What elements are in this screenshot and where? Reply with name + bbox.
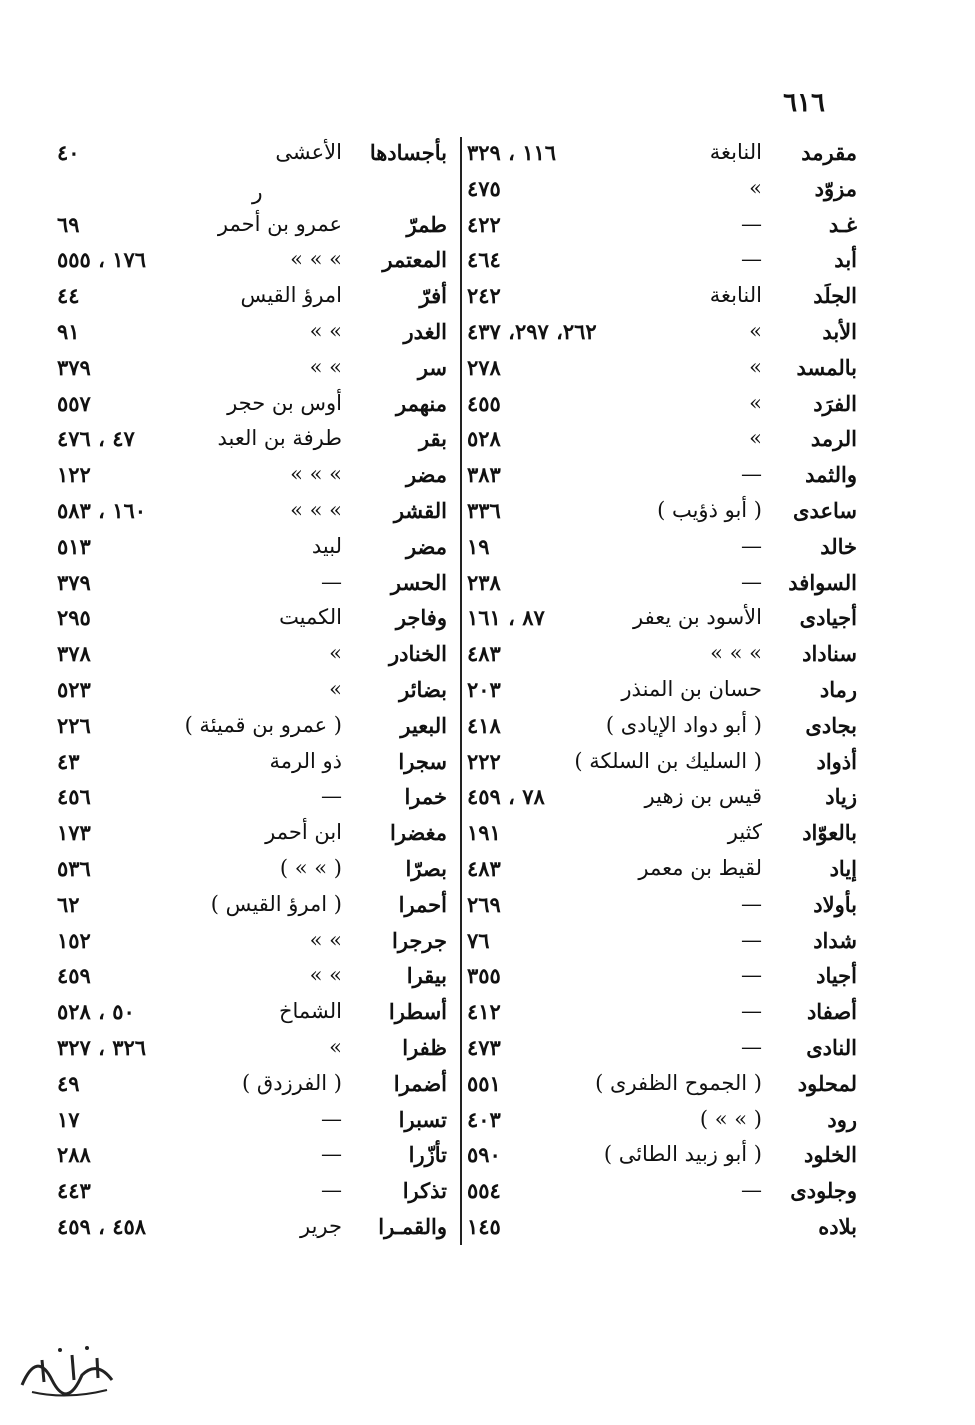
poet-name: لقيط بن معمر [638, 855, 762, 880]
rhyme-word: مضر [405, 462, 447, 488]
index-entry [57, 421, 447, 457]
poet-name: — [741, 999, 762, 1024]
rhyme-word: ظفرا [402, 1034, 447, 1060]
rhyme-word: جرجرا [392, 927, 447, 953]
index-entry [467, 779, 857, 815]
page-refs: ٤٠٣ [467, 1106, 501, 1132]
index-entry [467, 386, 857, 422]
page-refs: ٣٥٥ [467, 963, 501, 989]
index-entry [467, 815, 857, 851]
page-refs: ٧٨ ، ٤٥٩ [467, 784, 545, 810]
poet-name: النابغة [709, 283, 762, 308]
rhyme-word: الأبد [822, 318, 857, 344]
page-refs: ٤٢٢ [467, 211, 501, 237]
poet-name: الأسود بن يعفر [633, 605, 762, 630]
page-refs: ١٤٥ [467, 1213, 501, 1239]
poet-name: ( عمرو بن قميئة ) [184, 712, 342, 737]
poet-name: » » » [290, 497, 342, 522]
index-entry [57, 350, 447, 386]
poet-name: » [749, 318, 762, 343]
index-entry [467, 958, 857, 994]
rhyme-word: الفرَد [813, 390, 857, 416]
index-entry [467, 708, 857, 744]
page-refs: ٣٣٦ [467, 497, 501, 523]
index-entry [57, 314, 447, 350]
index-entry [57, 1137, 447, 1173]
page-refs: ٥٥٤ [467, 1178, 501, 1204]
rhyme-word: بأولاد [813, 891, 857, 917]
page-refs: ٤٧ ، ٤٧٦ [57, 426, 135, 452]
index-entry [467, 851, 857, 887]
index-entry [57, 386, 447, 422]
page-refs: ١٥٢ [57, 927, 91, 953]
rhyme-word: مقرمد [801, 140, 857, 165]
rhyme-word: بالمسد [796, 354, 857, 380]
column-divider [460, 137, 462, 1245]
page-refs: ٥٥٧ [57, 390, 91, 416]
poet-name: » » » [290, 462, 342, 487]
page-refs: ٦٢ [57, 891, 80, 917]
index-entry [467, 1173, 857, 1209]
rhyme-word: الرمد [810, 426, 857, 452]
poet-name: — [741, 1034, 762, 1059]
index-entry [57, 600, 447, 636]
page-refs: ٤٨٣ [467, 855, 501, 881]
poet-name: — [741, 569, 762, 594]
rhyme-word: السوافد [788, 569, 857, 595]
page-refs: ٤٧٣ [467, 1034, 501, 1060]
poet-name: — [741, 963, 762, 988]
rhyme-word: خمرا [404, 784, 447, 810]
page-refs: ٤٩ [57, 1070, 80, 1096]
rhyme-word: لمحلود [797, 1070, 857, 1096]
rhyme-word: تأزّرا [408, 1142, 447, 1168]
poet-name: أوس بن حجر [227, 390, 342, 415]
page-refs: ٢٣٨ [467, 569, 501, 595]
poet-name: — [741, 533, 762, 558]
poet-name: عمرو بن أحمر [217, 211, 342, 236]
left-column [57, 135, 447, 1245]
rhyme-word: أجياد [816, 963, 857, 989]
page-refs: ١٦٠ ، ٥٨٣ [57, 497, 147, 523]
page-refs: ٣٨٣ [467, 462, 501, 488]
page-refs: ٤٤ [57, 283, 80, 309]
rhyme-word: أحمرا [398, 891, 447, 917]
page-refs: ٣٧٩ [57, 354, 91, 380]
index-entry [467, 350, 857, 386]
index-entry [57, 1066, 447, 1102]
right-column [467, 135, 857, 1245]
page-refs: ٥٥١ [467, 1070, 501, 1096]
index-entry [57, 135, 447, 171]
rhyme-word: بصرّا [405, 855, 447, 881]
index-entry [467, 421, 857, 457]
poet-name: ابن أحمر [265, 820, 342, 845]
poet-name: » [329, 641, 342, 666]
rhyme-word: الخلود [804, 1142, 857, 1168]
rhyme-word: أضمرا [393, 1070, 447, 1096]
page-refs: ٩١ [57, 318, 80, 344]
poet-name: كثير [727, 820, 762, 845]
page-refs: ٥٩٠ [467, 1142, 501, 1168]
page-number: ٦١٦ [783, 88, 825, 118]
page-refs: ١١٦ ، ٣٢٩ [467, 140, 557, 165]
page-refs: ٤١٢ [467, 999, 501, 1025]
rhyme-word: شداد [813, 927, 857, 953]
page-refs: ٧٦ [467, 927, 490, 953]
poet-name: جرير [300, 1213, 342, 1238]
rhyme-word: بضائر [399, 676, 447, 702]
section-letter: ر [252, 180, 263, 205]
page-refs: ٣٧٨ [57, 641, 91, 667]
index-entry [57, 242, 447, 278]
page-refs: ٤٥٨ ، ٤٥٩ [57, 1213, 147, 1239]
page-refs: ١٩١ [467, 820, 501, 846]
index-entry [57, 672, 447, 708]
poet-name: — [741, 1178, 762, 1203]
page-refs: ١٧ [57, 1106, 80, 1132]
poet-name: » » [309, 927, 342, 952]
poet-name: ( أبو زبيد الطائى ) [603, 1142, 762, 1167]
page-refs: ٤٥٥ [467, 390, 501, 416]
rhyme-word: الجلَد [813, 283, 857, 309]
page-refs: ٥٢٨ [467, 426, 501, 452]
index-entry [57, 565, 447, 601]
rhyme-word: بقر [418, 426, 447, 452]
rhyme-word: البعير [400, 712, 447, 738]
rhyme-word: مزوّد [814, 175, 857, 201]
index-entry [57, 923, 447, 959]
page-refs: ١٩ [467, 533, 490, 559]
poet-name: — [321, 1142, 342, 1167]
rhyme-word: سجرا [398, 748, 447, 774]
index-entry [467, 242, 857, 278]
rhyme-word: إياد [829, 855, 857, 881]
rhyme-word: ساعدى [793, 497, 857, 523]
page-refs: ٤٤٣ [57, 1178, 91, 1204]
page-refs: ٨٧ ، ١٦١ [467, 605, 545, 631]
index-entry [467, 565, 857, 601]
rhyme-word: طمرّ [406, 211, 447, 237]
poet-name: الأعشى [275, 140, 342, 164]
page-refs: ٣٧٩ [57, 569, 91, 595]
index-entry [467, 672, 857, 708]
index-entry [57, 887, 447, 923]
poet-name: — [741, 211, 762, 236]
index-entry [467, 923, 857, 959]
page-refs: ٥٠ ، ٥٢٨ [57, 999, 135, 1025]
rhyme-word: مضر [405, 533, 447, 559]
poet-name: ( أبو ذؤيب ) [657, 497, 762, 522]
index-entry [57, 636, 447, 672]
index-entry [467, 994, 857, 1030]
page-refs: ٢٦٩ [467, 891, 501, 917]
rhyme-word: والثمد [805, 462, 857, 488]
index-entry [467, 171, 857, 207]
poet-name: — [741, 927, 762, 952]
page-refs: ٢٠٣ [467, 676, 501, 702]
poet-name: » [329, 676, 342, 701]
rhyme-word: النادى [806, 1034, 857, 1060]
index-entry [57, 958, 447, 994]
poet-name: — [321, 784, 342, 809]
page-refs: ٢٧٨ [467, 354, 501, 380]
poet-name: ( » » ) [699, 1106, 762, 1131]
page-refs: ٤٨٣ [467, 641, 501, 667]
poet-name: » » [309, 318, 342, 343]
poet-name: » » » [710, 641, 762, 666]
index-entry [467, 278, 857, 314]
page-refs: ٥٣٦ [57, 855, 91, 881]
rhyme-word: والقمـرا [378, 1213, 447, 1239]
rhyme-word: أبد [834, 247, 857, 273]
index-entry [467, 600, 857, 636]
poet-name: » » » [290, 247, 342, 272]
page-refs: ٢٢٢ [467, 748, 501, 774]
page-refs: ٥١٣ [57, 533, 91, 559]
poet-name: » [749, 390, 762, 415]
rhyme-word: أفرّ [419, 283, 447, 309]
index-entry [57, 207, 447, 243]
index-entry [467, 1102, 857, 1138]
rhyme-word: المعتمر [382, 247, 447, 273]
poet-name: ( الجموح الظفرى ) [595, 1070, 762, 1095]
poet-name: الكميت [279, 605, 342, 630]
poet-name: ( » » ) [279, 855, 342, 880]
index-entry [467, 135, 857, 171]
rhyme-word: الخنادر [388, 641, 447, 667]
poet-name: — [741, 247, 762, 272]
page-refs: ٢٤٢ [467, 283, 501, 309]
rhyme-word: بيقرا [406, 963, 447, 989]
rhyme-word: بأجسادها [369, 140, 447, 165]
rhyme-word: الغدر [403, 318, 447, 344]
rhyme-word: أجيادى [799, 605, 857, 631]
index-entry [467, 493, 857, 529]
index-entry [467, 1137, 857, 1173]
index-entry [57, 779, 447, 815]
poet-name: — [741, 462, 762, 487]
poet-name: ( أبو دواد الإيادى ) [605, 712, 762, 737]
poet-name: » » [309, 354, 342, 379]
index-entry [57, 851, 447, 887]
page-refs: ٢٩٥ [57, 605, 91, 631]
index-entry [57, 994, 447, 1030]
index-entry [57, 815, 447, 851]
rhyme-word: تسبرا [398, 1106, 447, 1132]
poet-name: لبيد [311, 533, 342, 558]
page-refs: ٤٥٩ [57, 963, 91, 989]
index-entry [467, 207, 857, 243]
rhyme-word: منهمر [396, 390, 447, 416]
rhyme-word: خالد [820, 533, 857, 559]
rhyme-word: الحسر [390, 569, 447, 595]
poet-name: — [741, 891, 762, 916]
library-stamp-logo [12, 1330, 122, 1410]
index-entry [467, 1209, 857, 1245]
index-entry [467, 887, 857, 923]
rhyme-word: أصفاد [806, 999, 857, 1025]
page-refs: ٢٨٨ [57, 1142, 91, 1168]
page-refs: ٥٢٣ [57, 676, 91, 702]
page-refs: ٤٥٦ [57, 784, 91, 810]
rhyme-word: رود [827, 1106, 857, 1132]
rhyme-word: زياد [825, 784, 857, 810]
page-refs: ٤٧٥ [467, 175, 501, 201]
poet-name: النابغة [709, 140, 762, 164]
poet-name: قيس بن زهير [644, 784, 762, 809]
index-entry [57, 493, 447, 529]
rhyme-word: تذكرا [402, 1178, 447, 1204]
page-refs: ٣٢٦ ، ٣٢٧ [57, 1034, 147, 1060]
index-entry [57, 1030, 447, 1066]
rhyme-word: بالعوّاد [802, 820, 857, 846]
poet-name: ( السليك بن السلكة ) [574, 748, 762, 773]
rhyme-word: بجادى [805, 712, 857, 738]
index-entry [57, 278, 447, 314]
page-refs: ٤٣ [57, 748, 80, 774]
index-entry [57, 708, 447, 744]
index-entry [57, 1173, 447, 1209]
poet-name: حسان بن المنذر [621, 676, 762, 701]
page-refs: ٤٠ [57, 140, 80, 165]
rhyme-word: وجلودى [790, 1178, 857, 1204]
index-entry [57, 744, 447, 780]
rhyme-word: غـد [828, 211, 857, 237]
rhyme-word: أذواد [816, 748, 857, 774]
rhyme-word: القشر [393, 497, 447, 523]
page-refs: ٤١٨ [467, 712, 501, 738]
page-refs: ١٧٦ ، ٥٥٥ [57, 247, 147, 273]
rhyme-word: مغضرا [389, 820, 447, 846]
poet-name: — [321, 569, 342, 594]
poet-name: الشماخ [278, 999, 342, 1024]
poet-name: ذو الرمة [269, 748, 342, 773]
poet-name: » [749, 354, 762, 379]
index-entry [57, 1102, 447, 1138]
page-refs: ٤٦٤ [467, 247, 501, 273]
poet-name: » [749, 175, 762, 200]
poet-name: ( الفرزدق ) [242, 1070, 342, 1095]
rhyme-word: وفاجر [395, 605, 447, 631]
rhyme-word: أسطرا [388, 999, 447, 1025]
poet-name: ( امرؤ القيس ) [210, 891, 342, 916]
page-refs: ١٧٣ [57, 820, 91, 846]
index-entry [467, 744, 857, 780]
index-entry [467, 529, 857, 565]
rhyme-word: سر [417, 354, 447, 380]
index-entry [467, 1066, 857, 1102]
poet-name: — [321, 1178, 342, 1203]
index-entry [467, 457, 857, 493]
poet-name: » » [309, 963, 342, 988]
index-entry [467, 636, 857, 672]
poet-name: — [321, 1106, 342, 1131]
index-entry [57, 457, 447, 493]
page-refs: ٦٩ [57, 211, 80, 237]
poet-name: » [749, 426, 762, 451]
index-entry [467, 1030, 857, 1066]
page-refs: ٢٦٢، ٢٩٧، ٤٣٧ [467, 318, 597, 344]
poet-name: طرفة بن العبد [217, 426, 342, 451]
poet-name: امرؤ القيس [240, 283, 342, 308]
rhyme-word: رماد [819, 676, 857, 702]
index-entry [57, 1209, 447, 1245]
rhyme-word: بلاده [818, 1213, 857, 1239]
page-refs: ١٢٢ [57, 462, 91, 488]
index-entry [57, 529, 447, 565]
index-entry [467, 314, 857, 350]
poet-name: » [329, 1034, 342, 1059]
page-refs: ٢٢٦ [57, 712, 91, 738]
rhyme-word: سناداد [802, 641, 857, 667]
